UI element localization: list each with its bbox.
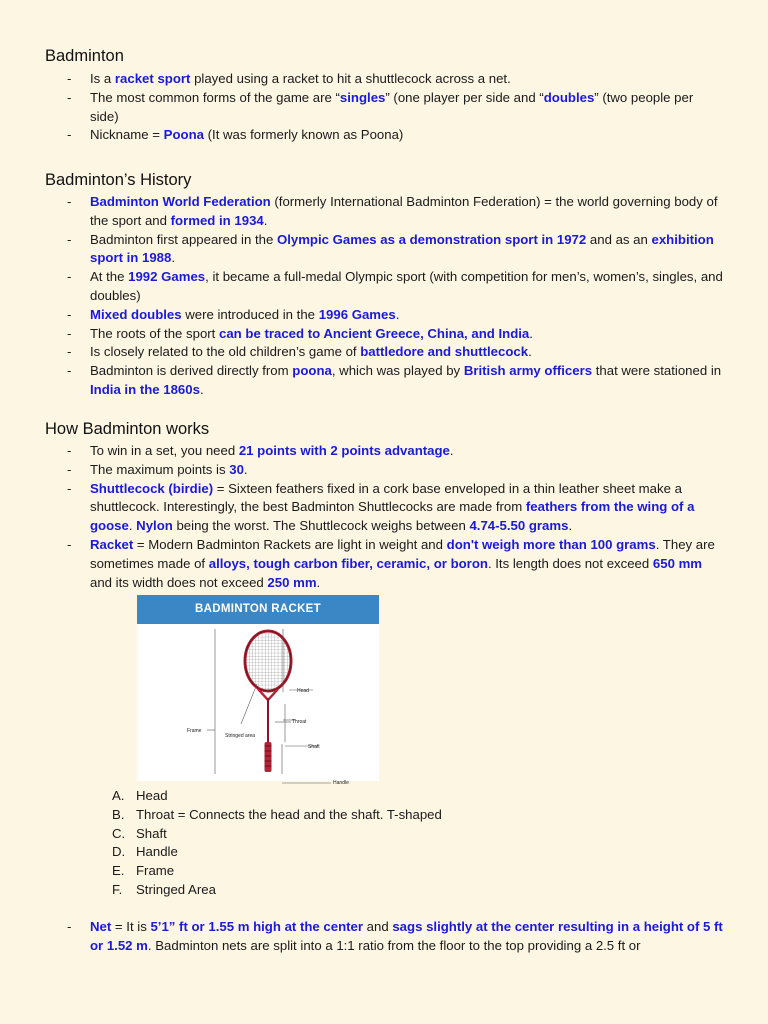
highlight-text: Mixed doubles — [90, 306, 182, 322]
section-title-history: Badminton’s History — [45, 171, 192, 189]
highlight-text: 30 — [229, 461, 244, 477]
list-item — [0, 806, 768, 825]
body-text: played using a racket to hit a shuttlecock across a net. — [190, 71, 511, 86]
list-item — [0, 536, 768, 592]
list-item — [0, 325, 768, 344]
highlight-text: poona — [292, 363, 332, 379]
list-letter: F. — [112, 881, 123, 897]
body-text: = Sixteen feathers fixed in a cork base enveloped in a thin leather sheet make a shuttlecock. Interestingly, the best Badminton Shuttlecocks are made from — [90, 480, 682, 515]
highlight-text: 1996 Games — [318, 306, 396, 322]
list-item — [0, 442, 768, 461]
highlight-text: 1992 Games — [128, 269, 206, 285]
body-text: Badminton is derived directly from — [90, 363, 293, 379]
body-text: ” (two people per side) — [90, 89, 694, 124]
body-text: were introduced in the — [181, 306, 319, 322]
list-item — [0, 231, 768, 269]
label-stringed-area: Stringed area — [225, 733, 256, 739]
body-text: . — [316, 574, 321, 590]
label-head: Head — [297, 688, 309, 694]
body-text: = It is — [111, 919, 151, 934]
body-text: and as an — [586, 231, 652, 247]
highlight-text: 250 mm — [267, 574, 317, 590]
list-item — [0, 193, 768, 231]
highlight-text: India in the 1860s — [90, 381, 200, 397]
body-text: . — [449, 443, 454, 458]
body-text: Nickname = — [90, 127, 164, 143]
list-item — [0, 862, 768, 881]
label-shaft: Shaft — [308, 744, 320, 750]
list-item-text: Frame — [136, 863, 175, 879]
body-text: that were stationed in — [592, 363, 722, 379]
body-text: The maximum points is — [90, 461, 230, 477]
body-text: The most common forms of the game are “ — [90, 89, 340, 105]
highlight-text: 5’1” ft or 1.55 m high at the center — [150, 919, 363, 934]
body-text: . — [529, 325, 533, 341]
body-text: and — [363, 919, 393, 934]
highlight-text: singles — [339, 89, 386, 105]
highlight-text: Badminton World Federation — [90, 194, 271, 209]
racket-illustration — [137, 624, 379, 786]
body-text: The roots of the sport — [90, 325, 220, 341]
list-item-text: Handle — [136, 844, 178, 860]
body-text: (It was formerly known as Poona) — [203, 127, 404, 143]
highlight-text: Nylon — [136, 518, 173, 534]
body-text: . — [171, 250, 176, 266]
highlight-text: Poona — [163, 127, 204, 143]
highlight-text: 21 points with 2 points advantage — [238, 443, 450, 458]
body-text: ” (one player per side and “ — [385, 89, 544, 105]
highlight-text: doubles — [543, 89, 595, 105]
highlight-text: battledore and shuttlecock — [360, 344, 529, 360]
body-text: Is closely related to the old children’s game of — [90, 344, 361, 360]
body-text: being the worst. The Shuttlecock weighs between — [172, 518, 470, 534]
list-how-it-works — [0, 442, 768, 592]
racket-parts-list — [0, 787, 768, 900]
list-item — [0, 480, 768, 536]
body-text: . — [395, 306, 400, 322]
racket-diagram-title: BADMINTON RACKET — [137, 595, 379, 624]
body-text: , which was played by — [331, 363, 464, 379]
body-text: To win in a set, you need — [90, 443, 239, 458]
list-item-text: Stringed Area — [136, 881, 216, 897]
list-letter: D. — [112, 844, 126, 860]
highlight-text: don't weigh more than 100 grams — [446, 536, 656, 552]
list-item-net — [0, 918, 768, 956]
section-title-how-it-works: How Badminton works — [45, 420, 210, 438]
highlight-text: British army officers — [463, 363, 593, 379]
highlight-text: can be traced to Ancient Greece, China, and India — [219, 325, 530, 341]
label-frame: Frame — [187, 728, 202, 734]
list-badminton — [0, 70, 768, 145]
body-text: (formerly International Badminton Federation) = the world governing body of the sport and — [90, 194, 718, 228]
list-item — [0, 268, 768, 306]
highlight-text: Shuttlecock (birdie) — [90, 480, 214, 496]
highlight-text: alloys, tough carbon fiber, ceramic, or boron — [208, 555, 488, 571]
body-text: . They are sometimes made of — [90, 536, 715, 571]
body-text: Is a — [90, 71, 115, 86]
list-net — [0, 918, 768, 956]
body-text: . — [263, 212, 268, 228]
body-text: . Its length does not exceed — [487, 555, 653, 571]
body-text: . — [243, 461, 248, 477]
list-letter: B. — [112, 806, 125, 822]
body-text: = Modern Badminton Rackets are light in weight and — [133, 536, 447, 552]
list-item — [0, 461, 768, 480]
racket-handle-shape — [265, 742, 272, 772]
body-text: . — [128, 518, 137, 534]
highlight-text: 650 mm — [652, 555, 703, 571]
highlight-text: feathers from the wing of a goose — [90, 499, 695, 534]
list-item — [0, 881, 768, 900]
body-text: . — [199, 381, 204, 397]
highlight-text: exhibition sport in 1988 — [90, 231, 714, 266]
body-text: Badminton first appeared in the — [90, 231, 277, 247]
list-item — [0, 825, 768, 844]
highlight-text: formed in 1934 — [170, 212, 264, 228]
body-text: At the — [90, 269, 129, 285]
body-text: and its width does not exceed — [90, 574, 268, 590]
highlight-text: Olympic Games as a demonstration sport in 1972 — [276, 231, 587, 247]
list-letter: E. — [112, 863, 125, 879]
highlight-text: Net — [90, 919, 112, 934]
section-title-badminton: Badminton — [45, 47, 124, 65]
body-text: . — [568, 518, 573, 534]
highlight-text: Racket — [90, 536, 134, 552]
list-item — [0, 343, 768, 362]
list-item — [0, 70, 768, 89]
body-text: . Badminton nets are split into a 1:1 ratio from the floor to the top providing a 2.5 ft or — [147, 937, 641, 953]
body-text: , it became a full-medal Olympic sport (with competition for men’s, women’s, singles, and doubles) — [90, 269, 723, 303]
label-handle: Handle — [333, 780, 349, 786]
list-item — [0, 306, 768, 325]
list-item-text: Head — [136, 788, 168, 803]
label-throat: Throat — [292, 719, 307, 725]
list-item-text: Throat = Connects the head and the shaft. T-shaped — [136, 806, 442, 822]
list-item — [0, 126, 768, 145]
racket-diagram — [137, 595, 379, 786]
list-item — [0, 362, 768, 400]
list-history — [0, 193, 768, 400]
racket-shaft-shape — [267, 698, 269, 744]
highlight-text: 4.74-5.50 grams — [469, 518, 569, 534]
body-text: . — [528, 344, 532, 360]
list-item-text: Shaft — [136, 825, 167, 841]
highlight-text: sags slightly at the center resulting in a height of 5 ft or 1.52 m — [90, 919, 723, 953]
list-item — [0, 787, 768, 806]
highlight-text: racket sport — [114, 71, 191, 86]
list-item — [0, 843, 768, 862]
list-item — [0, 89, 768, 127]
list-letter: C. — [112, 825, 126, 841]
list-letter: A. — [112, 788, 125, 803]
